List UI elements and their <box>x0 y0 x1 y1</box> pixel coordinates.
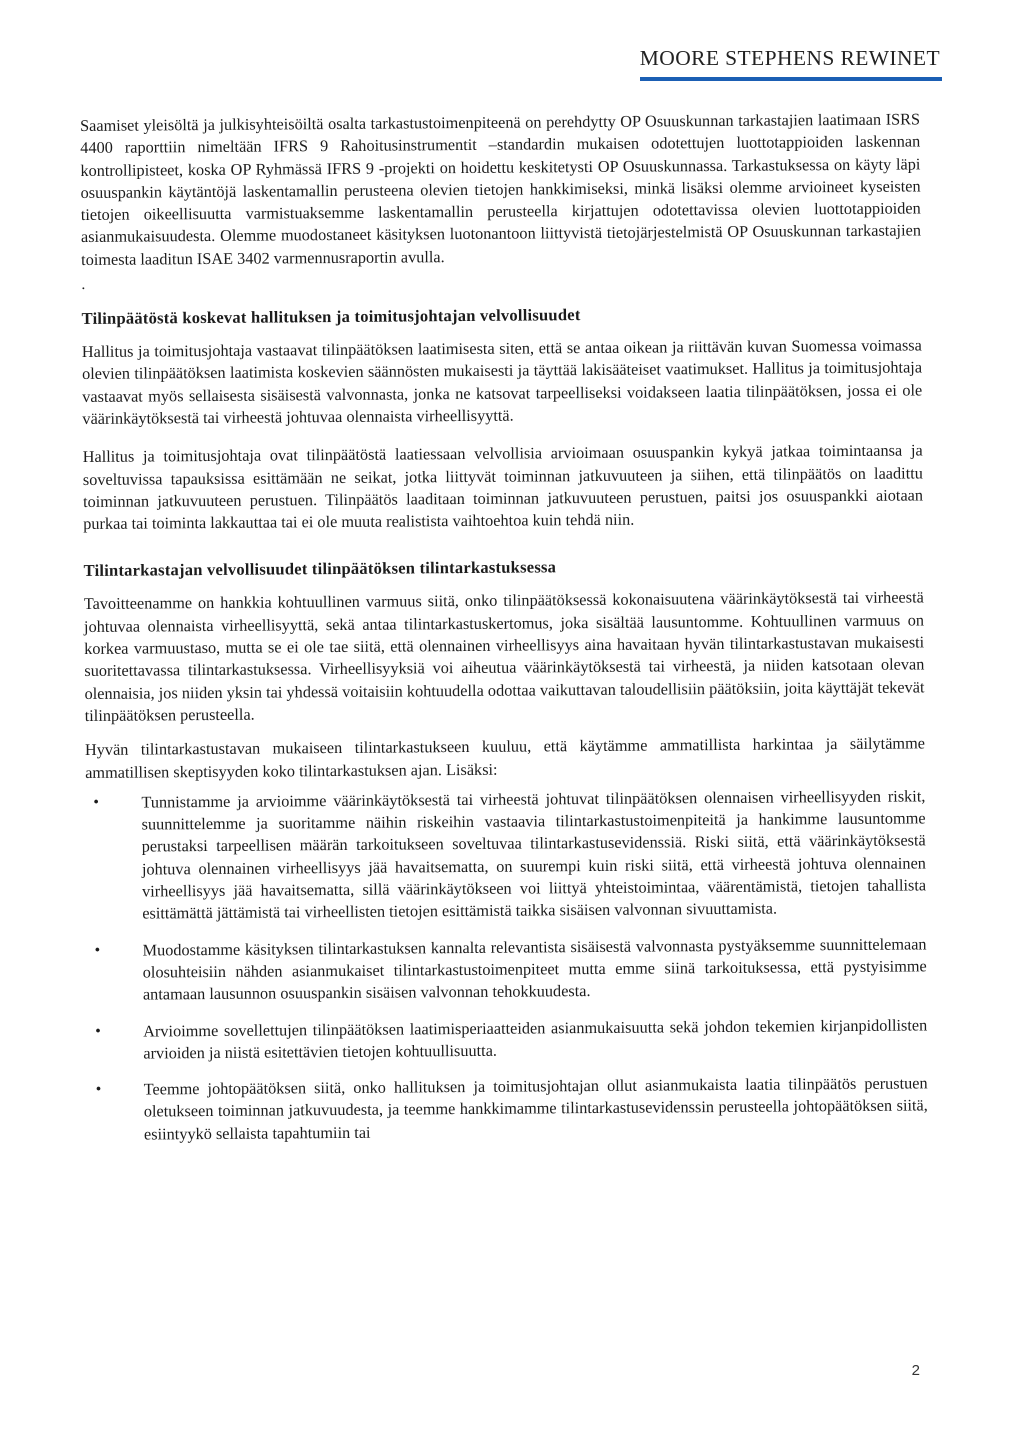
list-item-text: Arvioimme sovellettujen tilinpäätöksen laatimisperiaatteiden asianmukaisuutta sekä johdon tekemien kirjanpidollisten arvioiden ja niistä esitettävien tietojen kohtuullisuutta. <box>143 1014 928 1063</box>
bullet-icon: • <box>93 793 100 811</box>
document-body <box>80 108 928 1160</box>
stray-mark: . <box>81 276 86 294</box>
page-number: 2 <box>911 1362 920 1379</box>
bullet-icon: • <box>95 1080 102 1099</box>
bullet-icon: • <box>95 1022 101 1040</box>
list-item-text: Teemme johtopäätöksen siitä, onko hallituksen ja toimitusjohtajan ollut asianmukaista laatia tilinpäätös perustuen oletukseen toiminnan jatkuvuudesta, ja teemme hankkimamme tilintarkastusevidenssin perusteella johtopäätöksen siitä, esiintyykö sellaista tapahtumiin tai <box>143 1073 928 1144</box>
bullet-icon: • <box>94 941 101 959</box>
auditor-paragraph-2: Hyvän tilintarkastustavan mukaiseen tilintarkastukseen kuuluu, että käytämme ammatillista harkintaa ja säilytämme ammatillisen skeptisyyden koko tilintarkastuksen ajan. Lisäksi: <box>84 733 926 782</box>
auditor-procedures-list <box>85 785 928 1146</box>
auditor-paragraph-1: Tavoitteenamme on hankkia kohtuullinen varmuus siitä, onko tilinpäätöksessä kokonaisuutena väärinkäytöksestä tai virheestä johtuvaa olennaista virheellisyyttä, sekä antaa tilintarkastuskertomus, joka sisältää lausuntomme. Kohtuullinen varmuus on korkea varmuustaso, mutta se ei ole tae siitä, että olennainen virheellisyys aina havaitaan hyvän tilintarkastustavan mukaisesti suoritettavassa tilintarkastuksessa. Virheellisyyksiä voi aiheutua väärinkäytöksestä tai virheestä, ja niiden katsotaan olevan olennaisia, jos niiden yksin tai yhdessä voitaisiin kohtuudella odottaa vaikuttavan taloudellisiin päätöksiin, joita käyttäjät tekevät tilinpäätöksen perusteella. <box>83 587 925 725</box>
header-rule <box>640 77 942 81</box>
section-heading-auditor-responsibilities: Tilintarkastajan velvollisuudet tilinpäätöksen tilintarkastuksessa <box>83 557 557 581</box>
list-item <box>86 933 926 1006</box>
company-brand: MOORE STEPHENS REWINET <box>639 46 940 70</box>
board-paragraph-2: Hallitus ja toimitusjohtaja ovat tilinpäätöstä laatiessaan velvollisia arvioimaan osuuspankin kykyä jatkaa toimintaansa ja soveltuvissa tapauksissa esittämään ne seikat, jotka liittyvät toiminnan jatkuvuuteen ja siihen, että tilinpäätös on laadittu toiminnan jatkuvuuteen perustuen. Tilinpäätös laaditaan toiminnan jatkuvuuteen perustuen, paitsi jos osuuspankki aiotaan purkaa tai toiminta lakkauttaa tai ei ole muuta realistista vaihtoehtoa kuin tehdä niin. <box>82 440 924 534</box>
list-item-text: Tunnistamme ja arvioimme väärinkäytöksestä tai virheestä johtuvat tilinpäätöksen olennaisen virheellisyyden riskit, suunnittelemme ja suoritamme näihin riskeihin vastaavia tilintarkastustoimenpiteitä ja hankimme lausuntomme perustaksi tarpeellisen määrän tarkoitukseen soveltuvaa tilintarkastusevidenssiä. Riski siitä, että väärinkäytöksestä johtuva olennainen virheellisyys jää havaitsematta, on suurempi kuin riski siitä, että virheestä johtuva olennainen virheellisyys jää havaitsematta, sillä väärinkäytökseen voi liittyä yhteistoimintaa, väärentämistä, tietojen tahallista esittämättä jättämistä tai virheellisten tietojen esittämistä taikka sisäisen valvonnan sivuuttamista. <box>141 786 927 923</box>
board-paragraph-1: Hallitus ja toimitusjohtaja vastaavat tilinpäätöksen laatimisesta siten, että se antaa oikean ja riittävän kuvan Suomessa voimassa olevien tilinpäätöksen laatimista koskevien säännösten mukaisesti ja täyttää lakisääteiset vaatimukset. Hallitus ja toimitusjohtaja vastaavat myös sellaisesta sisäisestä valvonnasta, jonka ne katsovat tarpeelliseksi voidakseen laatia tilinpäätöksen, jossa ei ole väärinkäytöksestä tai virheestä johtuvaa olennaista virheellisyyttä. <box>81 335 923 428</box>
list-item <box>87 1014 927 1065</box>
section-heading-board-responsibilities: Tilinpäätöstä koskevat hallituksen ja toimitusjohtajan velvollisuudet <box>81 305 581 329</box>
intro-paragraph: Saamiset yleisöltä ja julkisyhteisöiltä osalta tarkastustoimenpiteenä on perehdytty OP Osuuskunnan tarkastajien laatimaan ISRS 4400 raporttiin nimeltään IFRS 9 Rahoitusinstrumentit –standardin mukaisen odotettujen luottotappioiden laskennan kontrollipisteet, koska OP Ryhmässä IFRS 9 -projekti on hoidettu keskitetysti OP Osuuskunnassa. Tarkastuksessa on käyty läpi osuuspankin käytäntöjä laskentamallin perusteena olevien tietojen hankkimiseksi, minkä lisäksi olemme arvioineet kyseisten tietojen oikeellisuutta varmistuaksemme laskentamallin perusteella kirjattujen odotettavissa olevien luottotappioiden asianmukaisuudesta. Olemme muodostaneet käsityksen luotonantoon liittyvistä tietojärjestelmistä OP Osuuskunnan tarkastajien toimesta laaditun ISAE 3402 varmennusraportin avulla. <box>80 109 922 269</box>
list-item <box>88 1072 928 1145</box>
list-item-text: Muodostamme käsityksen tilintarkastuksen kannalta relevantista sisäisestä valvonnasta pystyäksemme suunnittelemaan olosuhteisiin nähden asianmukaiset tilintarkastustoimenpiteet mutta emme siinä tarkoituksessa, että pystyisimme antamaan lausunnon osuuspankin sisäisen valvonnan tehokkuudesta. <box>142 933 927 1004</box>
list-item <box>85 785 926 925</box>
